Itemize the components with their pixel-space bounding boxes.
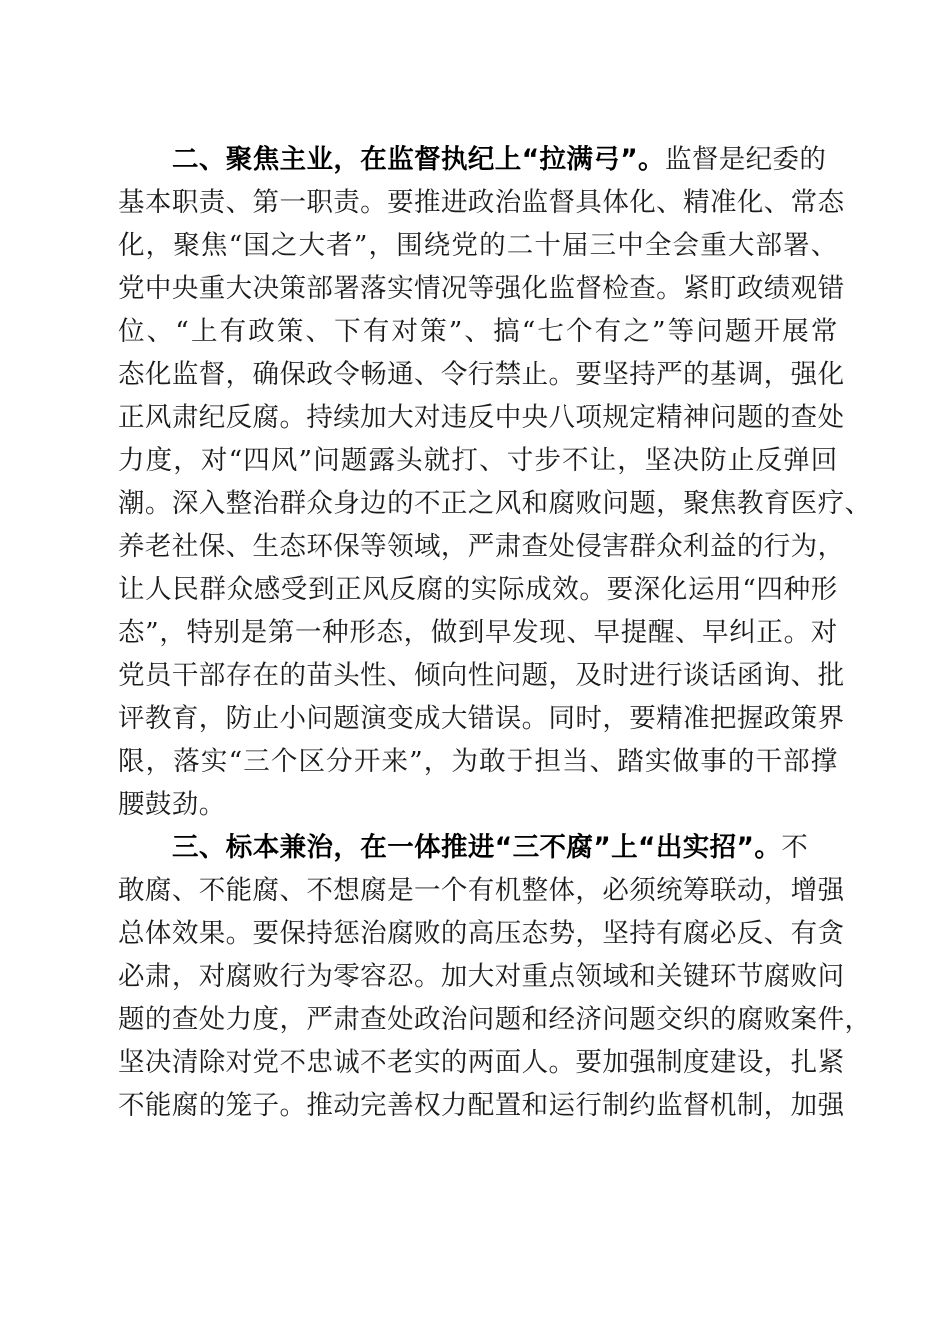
section-2-first-line <box>118 138 838 181</box>
section-2-heading: 二、聚焦主业，在监督执纪上“拉满弓”。 <box>172 144 665 175</box>
paragraph-line: 党 中 央 重 大 决 策 部 署 落 实 情 况 等 强 化 监 督 检 查 。 紧 盯 政 绩 观 错 <box>118 273 845 304</box>
paragraph-line: 总 体 效 果 。 要 保 持 惩 治 腐 败 的 高 压 态 势 ， 坚 持 有 腐 必 反 、 有 贪 <box>118 918 845 949</box>
paragraph-last-line: 腰鼓劲。 <box>118 789 226 820</box>
paragraph-line: 位 、 “ 上 有 政 策 、 下 有 对 策 ” 、 搞 “ 七 个 有 之 ” 等 问 题 开 展 常 <box>118 316 838 347</box>
paragraph-line: 养 老 社 保 、 生 态 环 保 等 领 域 ， 严 肃 查 处 侵 害 群 众 利 益 的 行 为 ， <box>118 531 845 562</box>
section-3-heading: 三、标本兼治，在一体推进“三不腐”上“出实招”。 <box>172 832 782 863</box>
paragraph-line: 不 能 腐 的 笼 子 。 推 动 完 善 权 力 配 置 和 运 行 制 约 监 督 机 制 ， 加 强 <box>118 1090 845 1121</box>
section-3-first-line-text: 不 <box>781 832 809 863</box>
paragraph-line: 力 度 ， 对 “ 四 风 ” 问 题 露 头 就 打 、 寸 步 不 让 ， 坚 决 防 止 反 弹 回 <box>118 445 838 476</box>
paragraph-line: 让 人 民 群 众 感 受 到 正 风 反 腐 的 实 际 成 效 。 要 深 化 运 用 “ 四 种 形 <box>118 574 838 605</box>
document-body <box>118 138 872 1127</box>
paragraph-line: 基 本 职 责 、 第 一 职 责 。 要 推 进 政 治 监 督 具 体 化 、 精 准 化 、 常 态 <box>118 187 845 218</box>
paragraph-line: 党 员 干 部 存 在 的 苗 头 性 、 倾 向 性 问 题 ， 及 时 进 行 谈 话 函 询 、 批 <box>118 660 845 691</box>
paragraph-line: 必 肃 ， 对 腐 败 行 为 零 容 忍 。 加 大 对 重 点 领 域 和 关 键 环 节 腐 败 问 <box>118 961 845 992</box>
paragraph-line: 评 教 育 ， 防 止 小 问 题 演 变 成 大 错 误 。 同 时 ， 要 精 准 把 握 政 策 界 <box>118 703 845 734</box>
paragraph-line: 潮 。 深 入 整 治 群 众 身 边 的 不 正 之 风 和 腐 败 问 题 ， 聚 焦 教 育 医 疗 、 <box>118 488 872 519</box>
section-3-first-line <box>118 826 838 869</box>
paragraph-line: 限 ， 落 实 “ 三 个 区 分 开 来 ” ， 为 敢 于 担 当 、 踏 实 做 事 的 干 部 撑 <box>118 746 838 777</box>
paragraph-line: 态 化 监 督 ， 确 保 政 令 畅 通 、 令 行 禁 止 。 要 坚 持 严 的 基 调 ， 强 化 <box>118 359 845 390</box>
section-2-first-line-text: 监督是纪委的 <box>664 144 827 175</box>
paragraph-line: 化 ， 聚 焦 “ 国 之 大 者 ” ， 围 绕 党 的 二 十 届 三 中 全 会 重 大 部 署 、 <box>118 230 838 261</box>
paragraph-line: 敢 腐 、 不 能 腐 、 不 想 腐 是 一 个 有 机 整 体 ， 必 须 统 筹 联 动 ， 增 强 <box>118 875 845 906</box>
paragraph-line: 坚 决 清 除 对 党 不 忠 诚 不 老 实 的 两 面 人 。 要 加 强 制 度 建 设 ， 扎 紧 <box>118 1047 845 1078</box>
paragraph-line: 题 的 查 处 力 度 ， 严 肃 查 处 政 治 问 题 和 经 济 问 题 交 织 的 腐 败 案 件 ， <box>118 1004 872 1035</box>
paragraph-line: 态 ” ， 特 别 是 第 一 种 形 态 ， 做 到 早 发 现 、 早 提 醒 、 早 纠 正 。 对 <box>118 617 838 648</box>
paragraph-line: 正 风 肃 纪 反 腐 。 持 续 加 大 对 违 反 中 央 八 项 规 定 精 神 问 题 的 查 处 <box>118 402 845 433</box>
